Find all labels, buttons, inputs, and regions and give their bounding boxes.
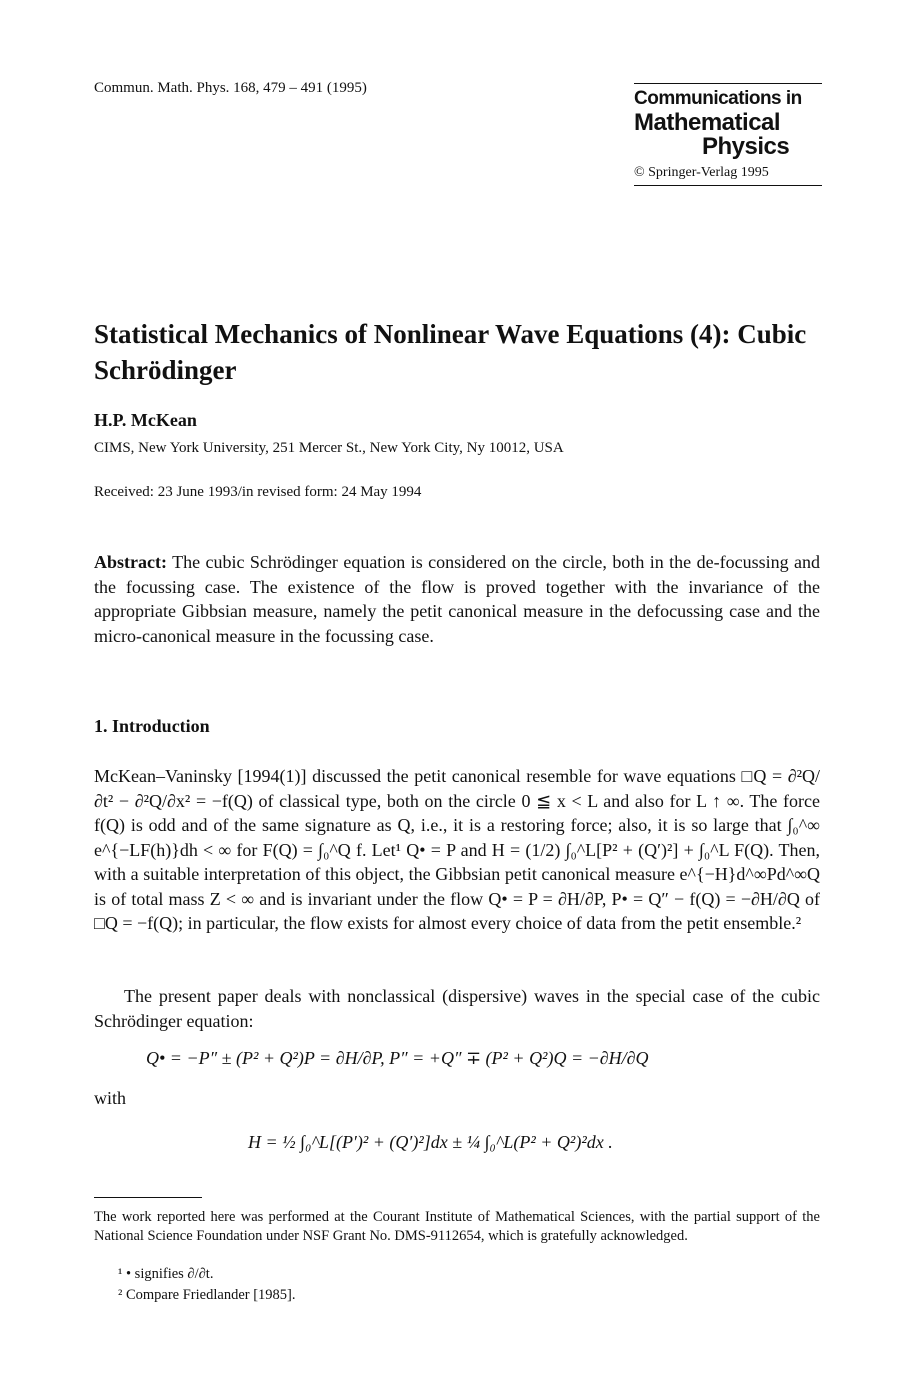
- intro-paragraph-1: McKean–Vaninsky [1994(1)] discussed the petit canonical resemble for wave equations □Q = ∂²Q/∂t² − ∂²Q/∂x² = −f(Q) of classical type, both on the circle 0 ≦ x < L and also for L ↑ ∞. The force f(Q) is odd and of the same signature as Q, i.e., it is a restoring force; also, it is so large that ∫₀^∞ e^{−LF(h)}dh < ∞ for F(Q) = ∫₀^Q f. Let¹ Q• = P and H = (1/2) ∫₀^L[P² + (Q′)²] + ∫₀^L F(Q). Then, with a suitable interpretation of this object, the Gibbsian petit canonical measure e^{−H}d^∞Pd^∞Q is of total mass Z < ∞ and is invariant under the flow Q• = P = ∂H/∂P, P• = Q″ − f(Q) = −∂H/∂Q of □Q = −f(Q); in particular, the flow exists for almost every choice of data from the petit ensemble.²: [94, 766, 820, 933]
- equation-hamiltonian: H = ½ ∫₀^L[(P′)² + (Q′)²]dx ± ¼ ∫₀^L(P² + Q²)²dx .: [248, 1132, 613, 1152]
- funding-note: The work reported here was performed at the Courant Institute of Mathematical Sciences, with the partial support of the National Science Foundation under NSF Grant No. DMS-9112654, which is gratefully acknowledged.: [94, 1209, 820, 1244]
- footnote-2: ² Compare Friedlander [1985].: [118, 1287, 296, 1303]
- abstract-label: Abstract:: [94, 552, 167, 572]
- journal-name-line3: Physics: [702, 133, 790, 160]
- abstract-text: The cubic Schrödinger equation is considered on the circle, both in the de-focussing and the focussing case. The existence of the flow is proved together with the invariance of the appropriate Gibbsian measure, namely the petit canonical measure in the defocussing case and the micro-canonical measure in the focussing case.: [94, 552, 820, 646]
- section-heading: 1. Introduction: [94, 716, 210, 736]
- equation-motion: Q• = −P″ ± (P² + Q²)P = ∂H/∂P, P″ = +Q″ ∓ (P² + Q²)Q = −∂H/∂Q: [146, 1048, 649, 1068]
- footnote-rule: [94, 1197, 202, 1198]
- connective-with: with: [94, 1088, 127, 1108]
- journal-name-line1: Communications in: [634, 88, 802, 109]
- copyright: © Springer-Verlag 1995: [634, 165, 769, 180]
- journal-citation: Commun. Math. Phys. 168, 479 – 491 (1995): [94, 80, 367, 96]
- footnote-1: ¹ • signifies ∂/∂t.: [118, 1266, 214, 1282]
- journal-name-line2: Mathematical: [634, 109, 781, 136]
- paper-title: Statistical Mechanics of Nonlinear Wave Equations (4): Cubic Schrödinger: [94, 319, 807, 385]
- author-name: H.P. McKean: [94, 410, 197, 430]
- intro-paragraph-2: The present paper deals with nonclassical (dispersive) waves in the special case of the cubic Schrödinger equation:: [94, 986, 820, 1031]
- journal-masthead: [634, 83, 822, 186]
- received-dates: Received: 23 June 1993/in revised form: 24 May 1994: [94, 484, 422, 500]
- abstract: [94, 550, 820, 648]
- author-affiliation: CIMS, New York University, 251 Mercer St., New York City, Ny 10012, USA: [94, 440, 564, 456]
